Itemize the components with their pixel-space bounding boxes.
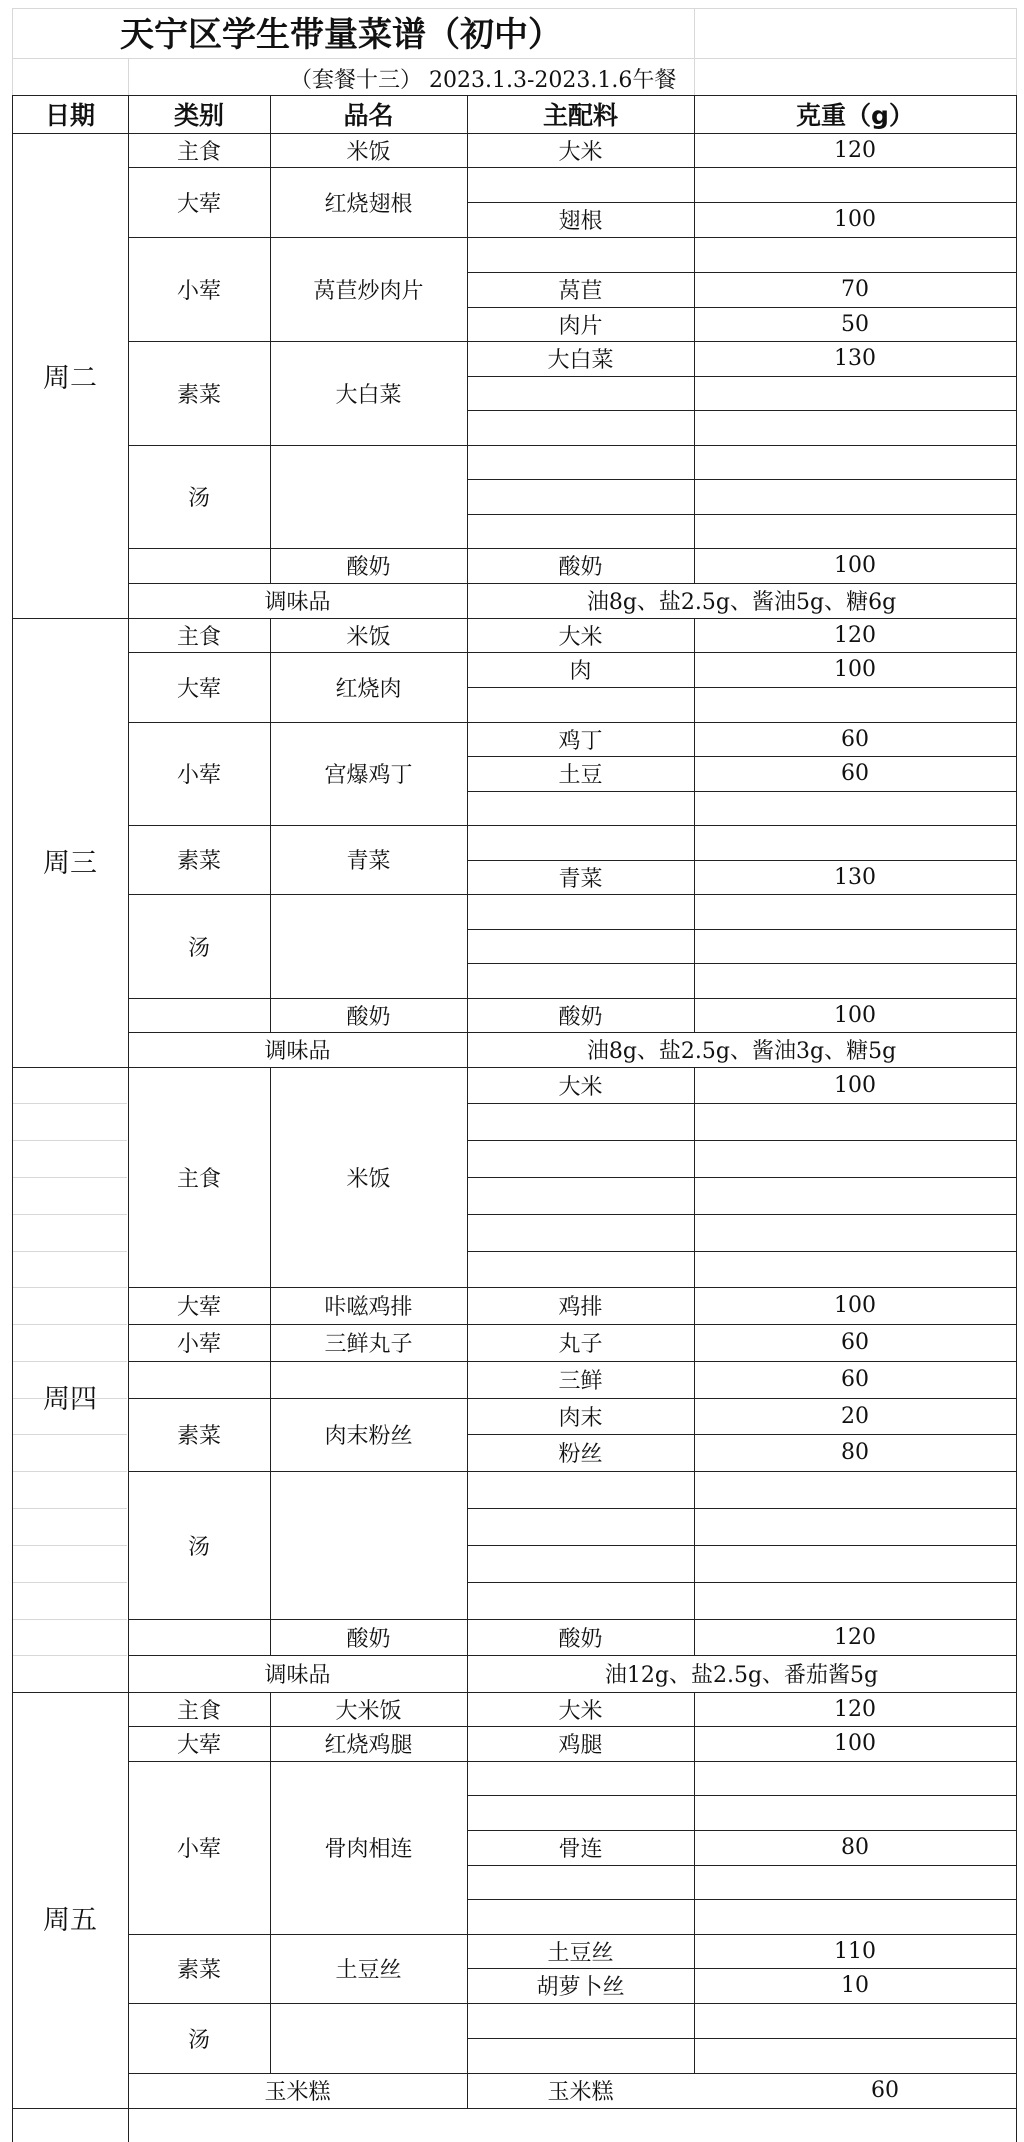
ingredient-cell: 丸子 — [558, 1332, 603, 1357]
seasoning-value: 油12g、盐2.5g、番茄酱5g — [604, 1663, 879, 1688]
seasoning-label: 调味品 — [264, 590, 331, 615]
vertical-rule — [128, 58, 129, 95]
ingredient-cell — [467, 1795, 694, 1830]
seasoning-value: 油8g、盐2.5g、酱油5g、糖6g — [586, 590, 897, 615]
horizontal-rule — [13, 1177, 127, 1178]
weight-cell — [694, 791, 1016, 825]
weight-cell: 60 — [841, 1367, 869, 1392]
weight-cell: 50 — [841, 311, 869, 337]
category-cell — [128, 998, 270, 1032]
dish-cell: 米饭 — [346, 624, 391, 650]
dish-cell — [270, 445, 467, 548]
dish-cell — [270, 894, 467, 998]
header-category: 类别 — [173, 101, 224, 130]
horizontal-rule — [13, 1140, 127, 1141]
extra-weight: 60 — [871, 2078, 899, 2103]
ingredient-cell — [467, 1471, 694, 1508]
ingredient-cell: 大米 — [558, 624, 603, 650]
ingredient-cell: 肉末 — [558, 1405, 603, 1431]
category-cell: 小荤 — [176, 278, 221, 304]
weight-cell — [694, 1899, 1016, 1934]
horizontal-rule — [467, 963, 1016, 964]
category-cell: 主食 — [176, 624, 221, 650]
weight-cell — [694, 894, 1016, 929]
weight-cell — [694, 1761, 1016, 1795]
ingredient-cell: 鸡腿 — [558, 1733, 603, 1758]
category-cell: 大荤 — [176, 191, 221, 217]
category-cell: 主食 — [176, 1166, 221, 1192]
ingredient-cell — [467, 479, 694, 514]
ingredient-cell: 大米 — [558, 1698, 603, 1724]
weight-cell: 100 — [834, 207, 876, 232]
category-cell: 小荤 — [176, 1332, 221, 1357]
horizontal-rule — [467, 1795, 1016, 1796]
ingredient-cell: 大米 — [558, 1074, 603, 1100]
weight-cell — [694, 2003, 1016, 2038]
header-dish: 品名 — [343, 101, 394, 130]
ingredient-cell: 鸡排 — [558, 1295, 603, 1320]
horizontal-rule — [467, 202, 1016, 203]
category-cell — [128, 548, 270, 583]
horizontal-rule — [13, 1619, 127, 1620]
weight-cell — [694, 929, 1016, 963]
weight-cell: 100 — [834, 1731, 876, 1756]
weight-cell — [694, 376, 1016, 410]
ingredient-cell: 胡萝卜丝 — [536, 1975, 625, 2000]
ingredient-cell: 莴苣 — [558, 279, 603, 304]
dish-cell: 肉末粉丝 — [324, 1424, 413, 1449]
horizontal-rule — [467, 929, 1016, 930]
weight-cell — [694, 445, 1016, 479]
dish-cell: 酸奶 — [346, 555, 391, 580]
horizontal-rule — [467, 1899, 1016, 1900]
weight-cell: 10 — [841, 1973, 869, 1998]
weight-cell: 100 — [834, 1002, 876, 1028]
horizontal-rule — [467, 1545, 1016, 1546]
dish-cell: 酸奶 — [346, 1626, 391, 1652]
vertical-rule — [270, 95, 271, 133]
category-cell: 汤 — [187, 935, 210, 961]
horizontal-rule — [13, 1103, 127, 1104]
weight-cell — [694, 1582, 1016, 1619]
category-cell: 大荤 — [176, 1295, 221, 1320]
horizontal-rule — [13, 1508, 127, 1509]
horizontal-rule — [13, 1361, 127, 1362]
horizontal-rule — [13, 1655, 127, 1656]
weight-cell — [694, 167, 1016, 202]
dish-cell: 酸奶 — [346, 1004, 391, 1030]
extra-ingredient: 玉米糕 — [547, 2080, 614, 2105]
horizontal-rule — [12, 2108, 1016, 2109]
weight-cell — [694, 1103, 1016, 1140]
ingredient-cell: 骨连 — [558, 1837, 603, 1862]
horizontal-rule — [13, 1545, 127, 1546]
horizontal-rule — [13, 1471, 127, 1472]
horizontal-rule — [467, 1968, 1016, 1969]
ingredient-cell — [467, 1865, 694, 1899]
ingredient-cell — [467, 894, 694, 929]
ingredient-cell: 酸奶 — [558, 1626, 603, 1652]
horizontal-rule — [467, 1177, 1016, 1178]
horizontal-rule — [467, 307, 1016, 308]
ingredient-cell — [467, 929, 694, 963]
ingredient-cell — [467, 791, 694, 825]
vertical-rule — [467, 1032, 468, 1067]
horizontal-rule — [467, 1251, 1016, 1252]
weight-cell — [694, 1508, 1016, 1545]
ingredient-cell — [467, 2003, 694, 2038]
ingredient-cell — [467, 376, 694, 410]
extra-dish: 玉米糕 — [264, 2080, 331, 2105]
header-weight: 克重（g） — [796, 101, 914, 130]
weight-cell: 100 — [834, 553, 876, 578]
ingredient-cell — [467, 1103, 694, 1140]
ingredient-cell — [467, 1545, 694, 1582]
vertical-rule — [1016, 95, 1017, 133]
weight-cell — [694, 237, 1016, 272]
horizontal-rule — [13, 1251, 127, 1252]
horizontal-rule — [467, 1214, 1016, 1215]
ingredient-cell — [467, 514, 694, 548]
category-cell: 汤 — [187, 2027, 210, 2053]
ingredient-cell — [467, 963, 694, 998]
horizontal-rule — [467, 1865, 1016, 1866]
ingredient-cell — [467, 825, 694, 860]
horizontal-rule — [467, 1830, 1016, 1831]
weight-cell: 120 — [834, 1696, 876, 1722]
ingredient-cell: 三鲜 — [558, 1369, 603, 1394]
ingredient-cell: 土豆 — [558, 763, 603, 788]
ingredient-cell: 肉 — [569, 659, 592, 684]
horizontal-rule — [467, 1103, 1016, 1104]
dish-cell: 大白菜 — [335, 382, 402, 408]
weight-cell — [694, 1214, 1016, 1251]
vertical-rule — [1016, 133, 1017, 618]
weight-cell — [694, 2038, 1016, 2073]
category-cell: 汤 — [187, 486, 210, 511]
vertical-rule — [467, 583, 468, 618]
day-label: 周五 — [43, 1904, 97, 1936]
weight-cell — [694, 514, 1016, 548]
header-ingredient: 主配料 — [542, 101, 618, 130]
weight-cell — [694, 1471, 1016, 1508]
ingredient-cell: 青菜 — [558, 866, 603, 892]
vertical-rule — [694, 8, 695, 95]
ingredient-cell: 酸奶 — [558, 555, 603, 580]
horizontal-rule — [467, 756, 1016, 757]
weight-cell: 60 — [841, 726, 869, 752]
dish-cell: 红烧肉 — [335, 676, 402, 702]
dish-cell: 米饭 — [346, 139, 391, 165]
horizontal-rule — [467, 1434, 1016, 1435]
day-label: 周二 — [43, 363, 97, 394]
ingredient-cell: 鸡丁 — [558, 728, 603, 754]
weight-cell — [694, 1795, 1016, 1830]
vertical-rule — [1016, 8, 1017, 95]
weight-cell — [694, 1251, 1016, 1287]
ingredient-cell: 酸奶 — [558, 1004, 603, 1030]
dish-cell: 宫爆鸡丁 — [324, 763, 413, 788]
horizontal-rule — [12, 58, 1016, 59]
horizontal-rule — [467, 2038, 1016, 2039]
horizontal-rule — [467, 860, 1016, 861]
horizontal-rule — [467, 791, 1016, 792]
dish-cell — [270, 2003, 467, 2073]
weight-cell — [694, 479, 1016, 514]
category-cell: 素菜 — [176, 1424, 221, 1449]
vertical-rule — [467, 95, 468, 133]
ingredient-cell — [467, 445, 694, 479]
vertical-rule — [467, 2073, 468, 2108]
category-cell: 素菜 — [176, 849, 221, 874]
ingredient-cell: 大白菜 — [547, 348, 614, 373]
horizontal-rule — [467, 514, 1016, 515]
ingredient-cell: 大米 — [558, 139, 603, 165]
seasoning-label: 调味品 — [264, 1663, 331, 1688]
dish-cell: 三鲜丸子 — [324, 1332, 413, 1357]
category-cell: 大荤 — [176, 1733, 221, 1758]
ingredient-cell — [467, 1761, 694, 1795]
seasoning-label: 调味品 — [264, 1039, 331, 1064]
weight-cell — [694, 410, 1016, 445]
dish-cell — [270, 1471, 467, 1619]
ingredient-cell — [467, 1214, 694, 1251]
horizontal-rule — [467, 376, 1016, 377]
ingredient-cell — [467, 687, 694, 722]
dish-cell: 米饭 — [346, 1166, 391, 1192]
weight-cell: 60 — [841, 761, 869, 786]
weight-cell: 60 — [841, 1330, 869, 1355]
weight-cell: 80 — [841, 1835, 869, 1860]
horizontal-rule — [467, 687, 1016, 688]
ingredient-cell — [467, 1251, 694, 1287]
category-cell: 汤 — [187, 1534, 210, 1560]
weight-cell — [694, 1177, 1016, 1214]
weight-cell — [694, 1865, 1016, 1899]
vertical-rule — [12, 8, 13, 95]
horizontal-rule — [467, 1508, 1016, 1509]
weight-cell: 80 — [841, 1440, 869, 1465]
weight-cell: 100 — [834, 1072, 876, 1098]
vertical-rule — [128, 95, 129, 133]
ingredient-cell: 翅根 — [558, 209, 603, 234]
header-date: 日期 — [44, 101, 95, 130]
vertical-rule — [467, 1655, 468, 1692]
dish-cell: 红烧鸡腿 — [324, 1733, 413, 1758]
horizontal-rule — [467, 410, 1016, 411]
ingredient-cell — [467, 1177, 694, 1214]
category-cell — [128, 1361, 270, 1398]
dish-cell: 莴苣炒肉片 — [313, 278, 424, 304]
weight-cell — [694, 825, 1016, 860]
horizontal-rule — [13, 1324, 127, 1325]
horizontal-rule — [13, 1434, 127, 1435]
weight-cell: 70 — [841, 277, 869, 302]
vertical-rule — [694, 95, 695, 133]
weight-cell — [694, 1140, 1016, 1177]
page-subtitle: （套餐十三） 2023.1.3-2023.1.6午餐 — [290, 67, 677, 93]
horizontal-rule — [467, 272, 1016, 273]
horizontal-rule — [13, 1398, 127, 1399]
dish-cell: 土豆丝 — [335, 1958, 402, 1983]
weight-cell: 110 — [834, 1938, 876, 1964]
weight-cell — [694, 1545, 1016, 1582]
horizontal-rule — [467, 1582, 1016, 1583]
horizontal-rule — [12, 8, 1016, 9]
weight-cell — [694, 963, 1016, 998]
dish-cell — [270, 1361, 467, 1398]
category-cell — [128, 1619, 270, 1655]
weight-cell: 100 — [834, 1293, 876, 1318]
category-cell: 主食 — [176, 1698, 221, 1724]
dish-cell: 大米饭 — [335, 1698, 402, 1724]
horizontal-rule — [13, 1287, 127, 1288]
ingredient-cell — [467, 167, 694, 202]
weight-cell — [694, 687, 1016, 722]
dish-cell: 骨肉相连 — [324, 1837, 413, 1862]
seasoning-value: 油8g、盐2.5g、酱油3g、糖5g — [586, 1039, 897, 1064]
horizontal-rule — [467, 479, 1016, 480]
category-cell: 主食 — [176, 139, 221, 165]
category-cell: 素菜 — [176, 1958, 221, 1983]
ingredient-cell — [467, 1140, 694, 1177]
ingredient-cell: 粉丝 — [558, 1442, 603, 1467]
weight-cell: 130 — [834, 346, 876, 371]
vertical-rule — [1016, 618, 1017, 1102]
vertical-rule — [1016, 1067, 1017, 1726]
day-label: 周三 — [43, 847, 97, 879]
dish-cell: 红烧翅根 — [324, 191, 413, 217]
category-cell: 小荤 — [176, 1837, 221, 1862]
ingredient-cell: 土豆丝 — [547, 1940, 614, 1966]
page-title: 天宁区学生带量菜谱（初中） — [120, 14, 562, 55]
weight-cell: 120 — [834, 622, 876, 648]
category-cell: 素菜 — [176, 382, 221, 408]
ingredient-cell: 肉片 — [558, 313, 603, 339]
weight-cell: 100 — [834, 657, 876, 682]
weight-cell: 130 — [834, 864, 876, 890]
dish-cell: 青菜 — [346, 849, 391, 874]
day-label: 周四 — [43, 1384, 97, 1415]
ingredient-cell — [467, 237, 694, 272]
horizontal-rule — [13, 1582, 127, 1583]
vertical-rule — [12, 95, 13, 133]
category-cell: 小荤 — [176, 763, 221, 788]
ingredient-cell — [467, 1899, 694, 1934]
horizontal-rule — [467, 1140, 1016, 1141]
ingredient-cell — [467, 410, 694, 445]
category-cell: 大荤 — [176, 676, 221, 702]
weight-cell: 120 — [834, 137, 876, 163]
ingredient-cell — [467, 2038, 694, 2073]
ingredient-cell — [467, 1508, 694, 1545]
dish-cell: 咔嗞鸡排 — [324, 1295, 413, 1320]
horizontal-rule — [13, 1214, 127, 1215]
weight-cell: 120 — [834, 1624, 876, 1650]
weight-cell: 20 — [841, 1403, 869, 1429]
ingredient-cell — [467, 1582, 694, 1619]
